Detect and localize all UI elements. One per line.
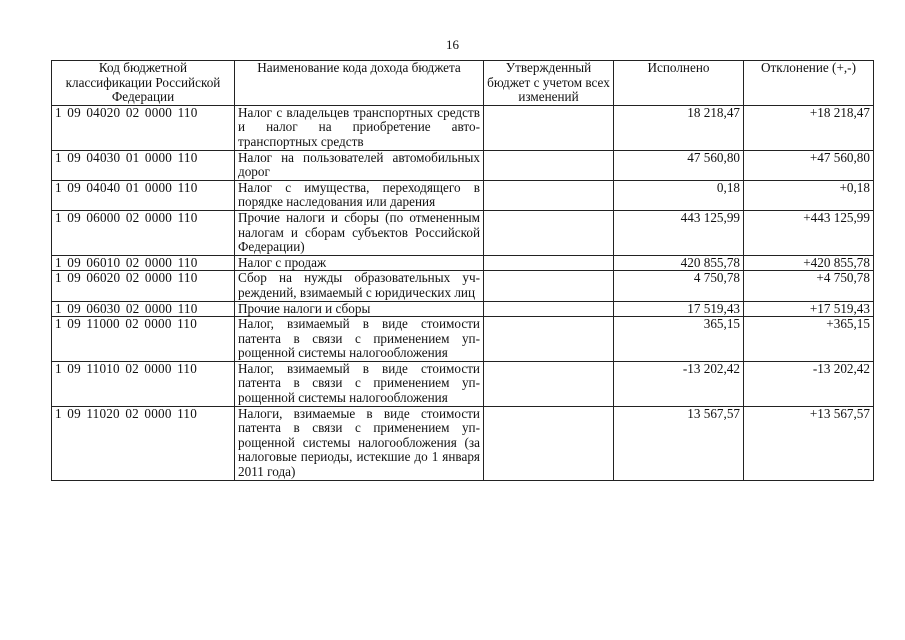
row-executed: 420 855,78 — [614, 255, 744, 271]
table-row — [52, 406, 874, 480]
row-deviation: -13 202,42 — [744, 361, 874, 406]
row-code: 1 09 04040 01 0000 110 — [52, 180, 235, 210]
table-row — [52, 255, 874, 271]
header-executed: Исполнено — [614, 61, 744, 106]
row-name: Сбор на нужды образовательных учреждений, взимаемый с юридических лиц — [235, 271, 484, 301]
row-name: Налоги, взимаемые в виде стоимости патента в связи с применением упрощенной системы налогообложения (за налоговые периоды, истекшие до 1 января 2011 года) — [235, 406, 484, 480]
row-name: Налог с продаж — [235, 255, 484, 271]
row-approved — [484, 180, 614, 210]
row-name: Налог, взимаемый в виде стоимости патента в связи с применением упрощенной системы налогообложения — [235, 317, 484, 362]
header-approved: Утвержденный бюджет с учетом всех изменений — [484, 61, 614, 106]
row-code: 1 09 11000 02 0000 110 — [52, 317, 235, 362]
row-name: Прочие налоги и сборы (по отмененным налогам и сборам субъектов Российской Федерации) — [235, 210, 484, 255]
row-code: 1 09 06000 02 0000 110 — [52, 210, 235, 255]
page-number: 16 — [446, 37, 459, 52]
table-row — [52, 317, 874, 362]
row-deviation: +443 125,99 — [744, 210, 874, 255]
table-row — [52, 361, 874, 406]
header-deviation: Отклонение (+,-) — [744, 61, 874, 106]
row-name: Прочие налоги и сборы — [235, 301, 484, 317]
row-approved — [484, 301, 614, 317]
row-deviation: +365,15 — [744, 317, 874, 362]
row-executed: 4 750,78 — [614, 271, 744, 301]
row-deviation: +17 519,43 — [744, 301, 874, 317]
table-row — [52, 150, 874, 180]
row-approved — [484, 317, 614, 362]
row-name: Налог на пользователей автомобильных дорог — [235, 150, 484, 180]
row-code: 1 09 11010 02 0000 110 — [52, 361, 235, 406]
row-approved — [484, 271, 614, 301]
row-name: Налог с владельцев транспортных средств и налог на приобретение автотранспортных средств — [235, 105, 484, 150]
row-approved — [484, 210, 614, 255]
row-code: 1 09 04030 01 0000 110 — [52, 150, 235, 180]
row-approved — [484, 255, 614, 271]
row-name: Налог с имущества, переходящего в порядке наследования или дарения — [235, 180, 484, 210]
table-row — [52, 271, 874, 301]
row-code: 1 09 04020 02 0000 110 — [52, 105, 235, 150]
row-approved — [484, 150, 614, 180]
row-code: 1 09 06030 02 0000 110 — [52, 301, 235, 317]
row-deviation: +420 855,78 — [744, 255, 874, 271]
row-executed: 443 125,99 — [614, 210, 744, 255]
table-row — [52, 180, 874, 210]
row-deviation: +4 750,78 — [744, 271, 874, 301]
row-executed: 13 567,57 — [614, 406, 744, 480]
row-executed: 365,15 — [614, 317, 744, 362]
header-name: Наименование кода дохода бюджета — [235, 61, 484, 106]
row-approved — [484, 105, 614, 150]
table-header-row — [52, 61, 874, 106]
row-deviation: +0,18 — [744, 180, 874, 210]
table-row — [52, 105, 874, 150]
table-row — [52, 210, 874, 255]
row-name: Налог, взимаемый в виде стоимости патента в связи с применением упрощенной системы налогообложения — [235, 361, 484, 406]
row-executed: 0,18 — [614, 180, 744, 210]
revenue-table — [51, 60, 874, 481]
row-code: 1 09 06010 02 0000 110 — [52, 255, 235, 271]
row-approved — [484, 406, 614, 480]
row-deviation: +47 560,80 — [744, 150, 874, 180]
row-code: 1 09 11020 02 0000 110 — [52, 406, 235, 480]
header-code: Код бюджетной классификации Российской Федерации — [52, 61, 235, 106]
table-row — [52, 301, 874, 317]
row-executed: -13 202,42 — [614, 361, 744, 406]
row-deviation: +18 218,47 — [744, 105, 874, 150]
row-approved — [484, 361, 614, 406]
row-deviation: +13 567,57 — [744, 406, 874, 480]
row-executed: 17 519,43 — [614, 301, 744, 317]
row-executed: 18 218,47 — [614, 105, 744, 150]
row-executed: 47 560,80 — [614, 150, 744, 180]
row-code: 1 09 06020 02 0000 110 — [52, 271, 235, 301]
